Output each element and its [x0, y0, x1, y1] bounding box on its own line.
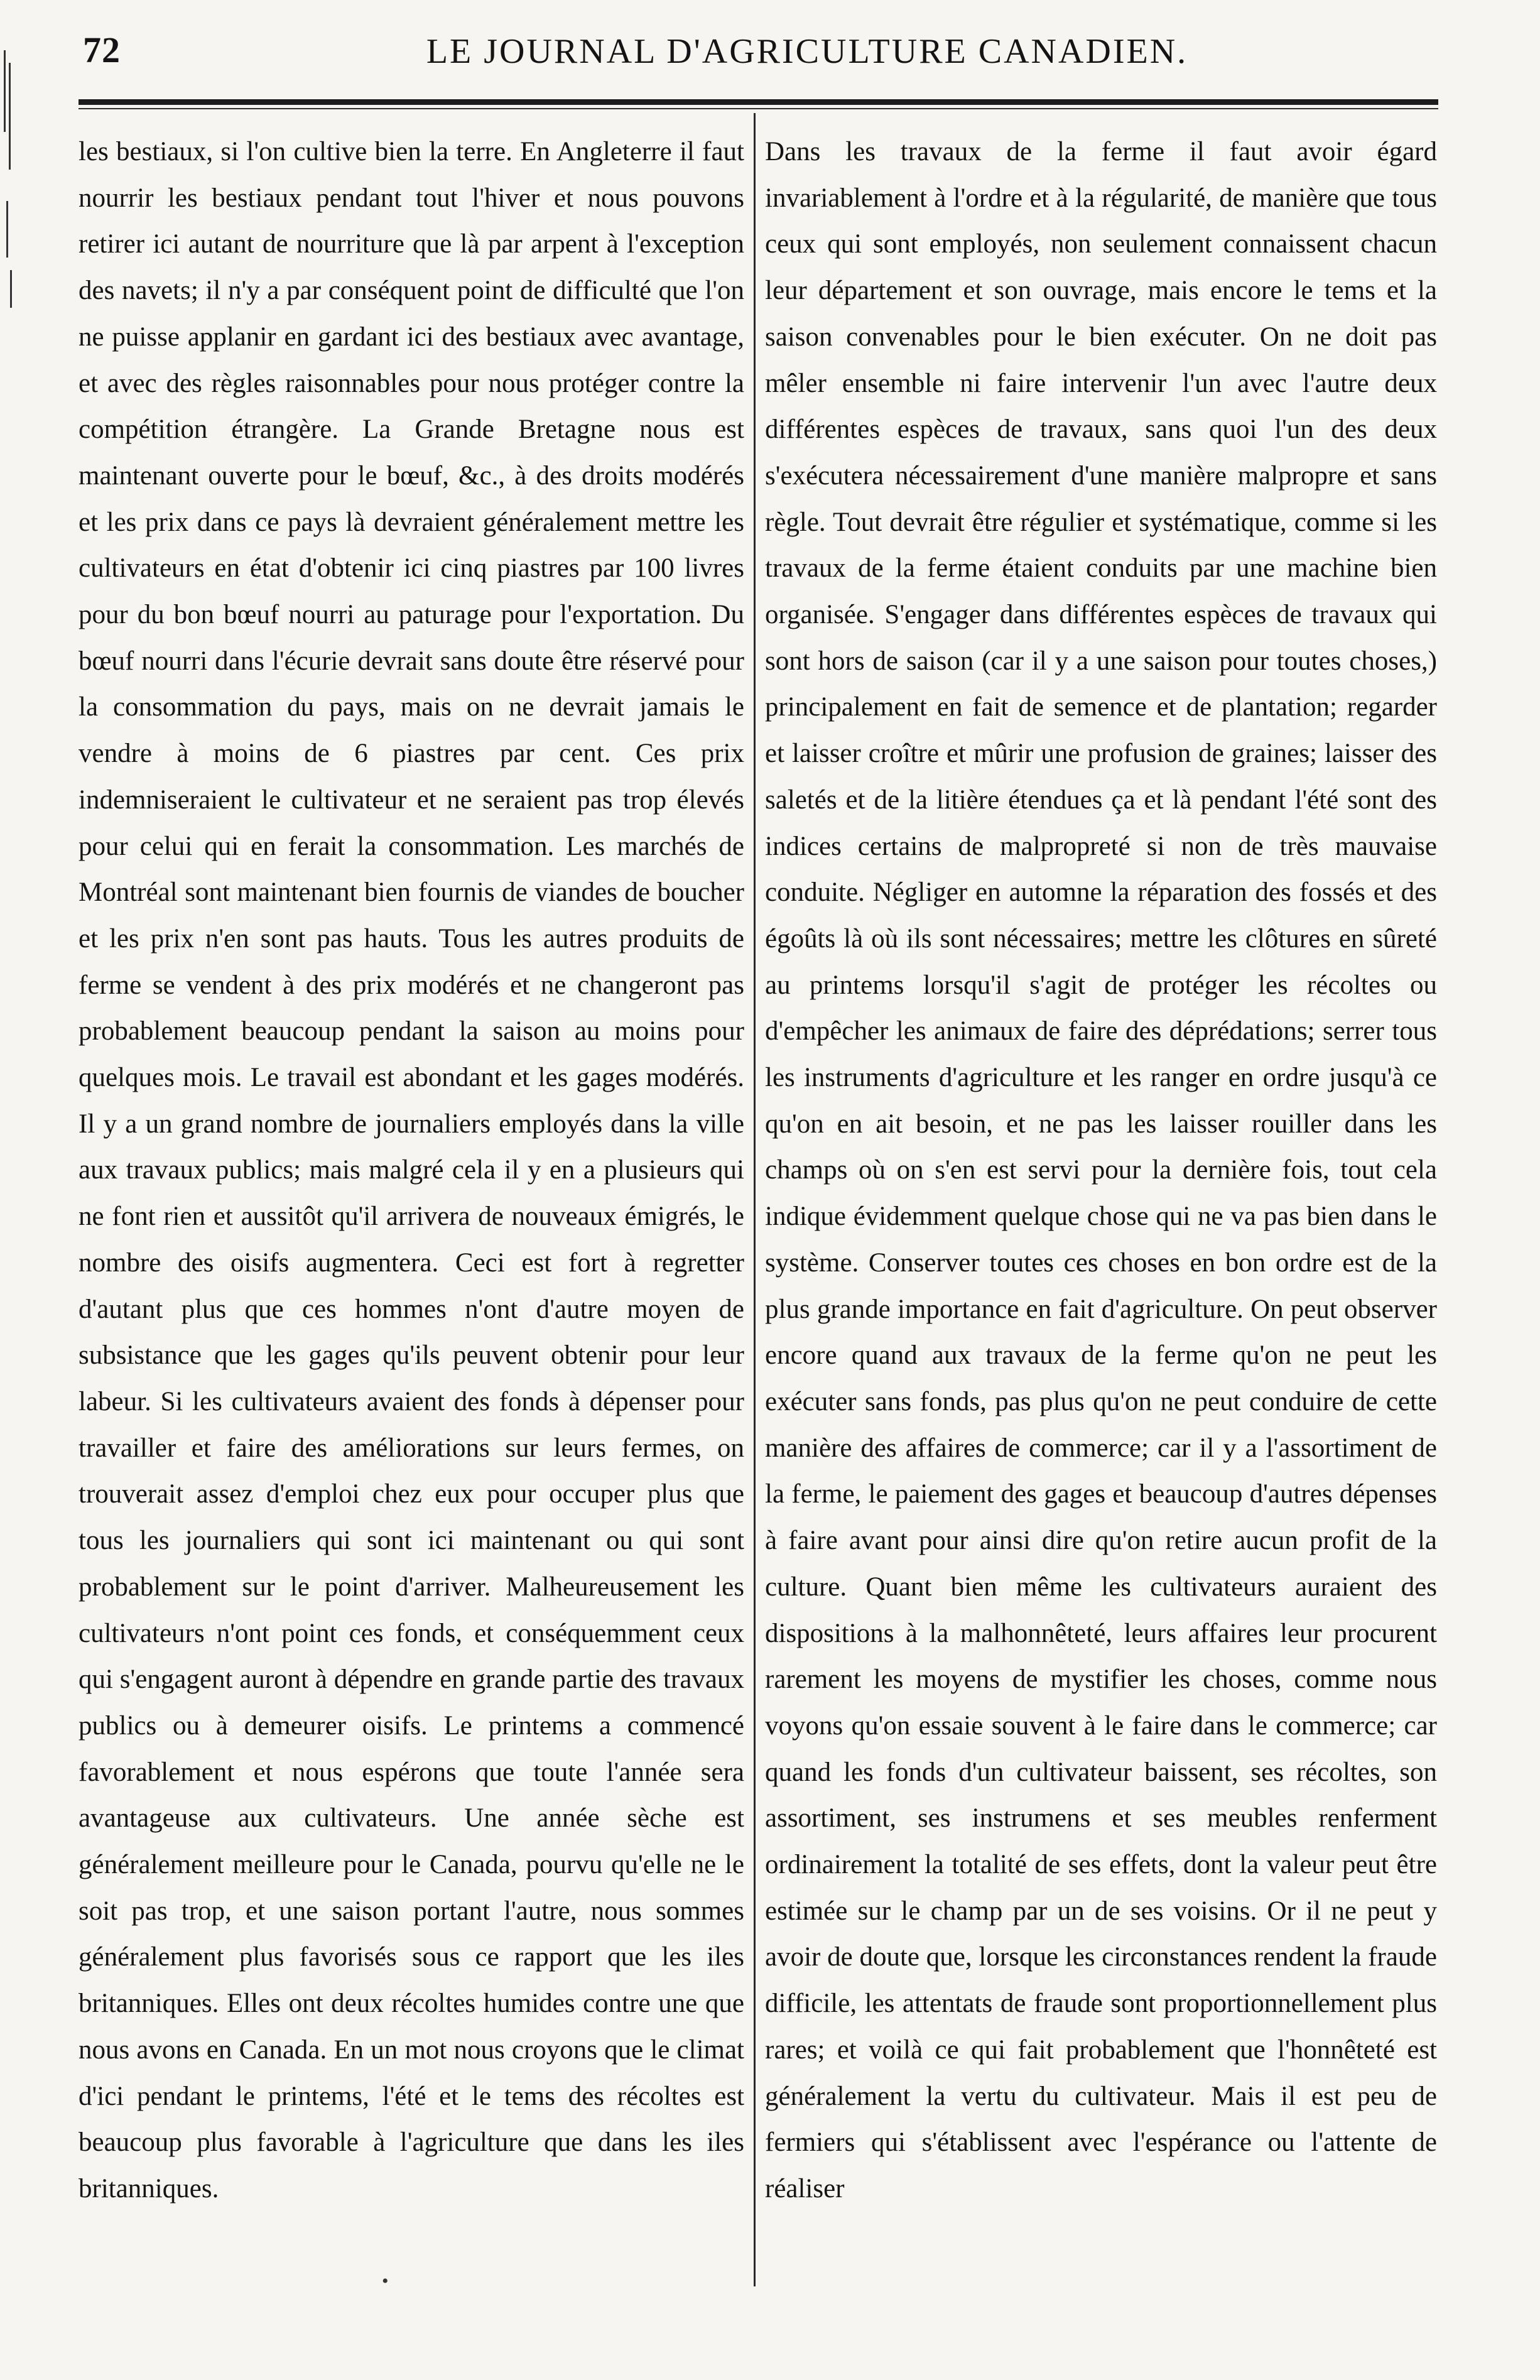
right-column-text: Dans les travaux de la ferme il faut avoir égard invariablement à l'ordre et à la régularité, de manière que tous ceux qui sont employés, non seulement connaissent chacun leur département et son ouvrage, mais encore le tems et la saison convenables pour le bien exécuter. On ne doit pas mêler ensemble ni faire intervenir l'un avec l'autre deux différentes espèces de travaux, sans quoi l'un des deux s'exécutera nécessairement d'une manière malpropre et sans règle. Tout devrait être régulier et systématique, comme si les travaux de la ferme étaient conduits par une machine bien organisée. S'engager dans différentes espèces de travaux qui sont hors de saison (car il y a une saison pour toutes choses,) principalement en fait de semence et de plantation; regarder et laisser croître et mûrir une profusion de graines; laisser des saletés et de la litière étendues ça et là pendant l'été sont des indices certains de malpropreté si non de très mauvaise conduite. Négliger en automne la réparation des fossés et des égoûts là où ils sont nécessaires; mettre les clôtures en sûreté au printems lorsqu'il s'agit de protéger les récoltes ou d'empêcher les animaux de faire des déprédations; serrer tous les instruments d'agriculture et les ranger en ordre jusqu'à ce qu'on en ait besoin, et ne pas les laisser rouiller dans les champs où on s'en est servi pour la dernière fois, tout cela indique évidemment quelque chose qui ne va pas bien dans le système. Conserver toutes ces choses en bon ordre est de la plus grande importance en fait d'agriculture. On peut observer encore quand aux travaux de la ferme qu'on ne peut les exécuter sans fonds, pas plus qu'on ne peut conduire de cette manière des affaires de commerce; car il y a l'assortiment de la ferme, le paiement des gages et beaucoup d'autres dépenses à faire avant pour ainsi dire qu'on retire aucun profit de la culture. Quant bien même les cultivateurs auraient des dispositions à la malhonnêteté, leurs affaires leur procurent rarement les moyens de mystifier les choses, comme nous voyons qu'on essaie souvent à le faire dans le commerce; car quand les fonds d'un cultivateur baissent, ses récoltes, son assortiment, ses instrumens et ses meubles renferment ordinairement la totalité de ses effets, dont la valeur peut être estimée sur le champ par un de ses voisins. Or il ne peut y avoir de doute que, lorsque les circonstances rendent la fraude difficile, les attentats de fraude sont proportionnellement plus rares; et voilà ce qui fait probablement que l'honnêteté est généralement la vertu du cultivateur. Mais il est peu de fermiers qui s'établissent avec l'espérance ou l'attente de réaliser	[765, 137, 1437, 2203]
right-column	[765, 129, 1437, 2277]
left-column	[79, 129, 744, 2277]
page-header	[38, 25, 1501, 82]
left-column-text: les bestiaux, si l'on cultive bien la terre. En Angleterre il faut nourrir les bestiaux pendant tout l'hiver et nous pouvons retirer ici autant de nourriture que là par arpent à l'exception des navets; il n'y a par conséquent point de difficulté que l'on ne puisse applanir en gardant ici des bestiaux avec avantage, et avec des règles raisonnables pour nous protéger contre la compétition étrangère. La Grande Bretagne nous est maintenant ouverte pour le bœuf, &c., à des droits modérés et les prix dans ce pays là devraient généralement mettre les cultivateurs en état d'obtenir ici cinq piastres par 100 livres pour du bon bœuf nourri au paturage pour l'exportation. Du bœuf nourri dans l'écurie devrait sans doute être réservé pour la consommation du pays, mais on ne devrait jamais le vendre à moins de 6 piastres par cent. Ces prix indemniseraient le cultivateur et ne seraient pas trop élevés pour celui qui en ferait la consommation. Les marchés de Montréal sont maintenant bien fournis de viandes de boucher et les prix n'en sont pas hauts. Tous les autres produits de ferme se vendent à des prix modérés et ne changeront pas probablement beaucoup pendant la saison au moins pour quelques mois. Le travail est abondant et les gages modérés. Il y a un grand nombre de journaliers employés dans la ville aux travaux publics; mais malgré cela il y en a plusieurs qui ne font rien et aussitôt qu'il arrivera de nouveaux émigrés, le nombre des oisifs augmentera. Ceci est fort à regretter d'autant plus que ces hommes n'ont d'autre moyen de subsistance que les gages qu'ils peuvent obtenir pour leur labeur. Si les cultivateurs avaient des fonds à dépenser pour travailler et faire des améliorations sur leurs fermes, on trouverait assez d'emploi chez eux pour occuper plus que tous les journaliers qui sont ici maintenant ou qui sont probablement sur le point d'arriver. Malheureusement les cultivateurs n'ont point ces fonds, et conséquemment ceux qui s'engagent auront à dépendre en grande partie des travaux publics ou à demeurer oisifs. Le printems a commencé favorablement et nous espérons que toute l'année sera avantageuse aux cultivateurs. Une année sèche est généralement meilleure pour le Canada, pourvu qu'elle ne le soit pas trop, et une saison portant l'autre, nous sommes généralement plus favorisés sous ce rapport que les iles britanniques. Elles ont deux récoltes humides contre une que nous avons en Canada. En un mot nous croyons que le climat d'ici pendant le printems, l'été et le tems des récoltes est beaucoup plus favorable à l'agriculture que dans les iles britanniques.	[79, 137, 744, 2203]
footer-dot: •	[382, 2271, 389, 2291]
page-number: 72	[83, 30, 121, 70]
running-title: LE JOURNAL D'AGRICULTURE CANADIEN.	[426, 32, 1188, 71]
column-divider	[754, 113, 756, 2286]
binding-margin-marks	[4, 50, 14, 314]
header-rule-thin	[79, 108, 1438, 109]
header-rule	[79, 99, 1438, 105]
